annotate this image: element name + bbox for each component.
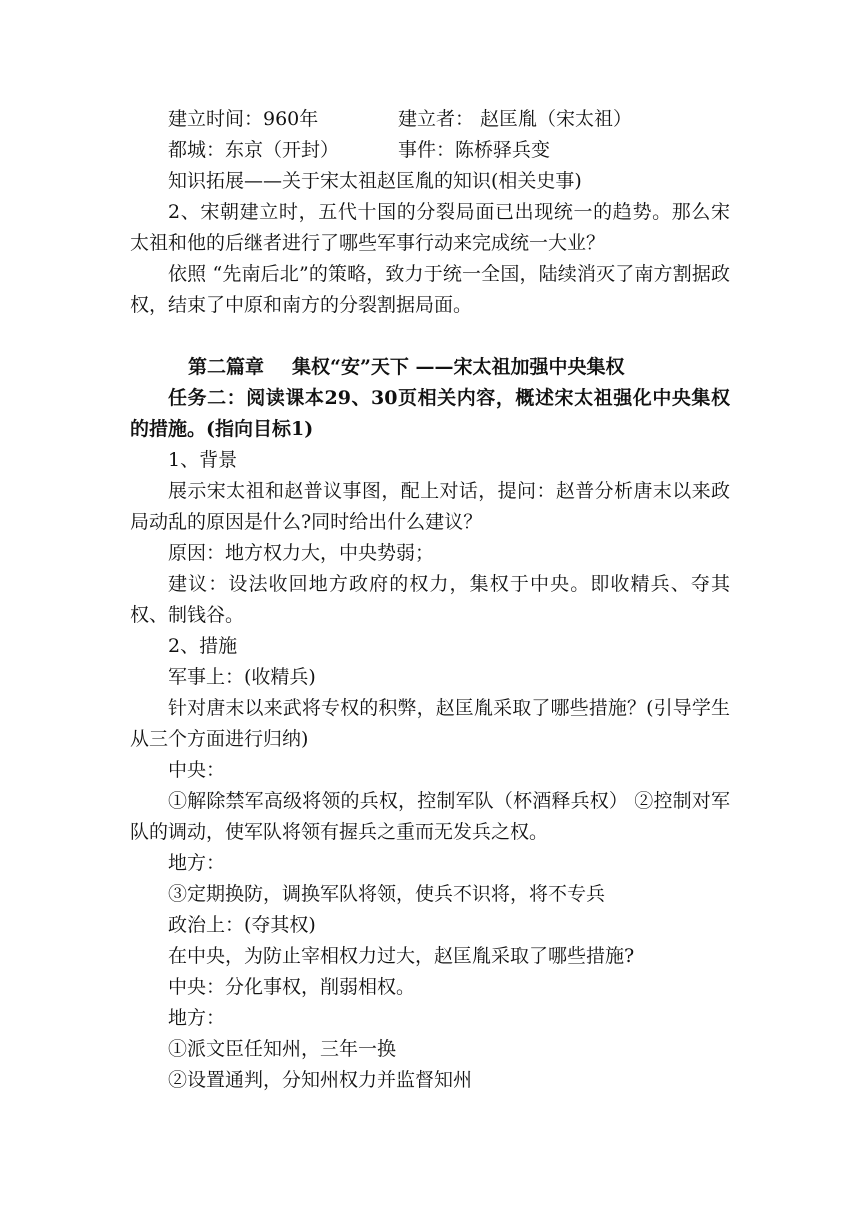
capital-event-row xyxy=(130,135,730,166)
central-measures-1: ①解除禁军高级将领的兵权，控制军队（杯酒释兵权） ②控制对军队的调动，使军队将领有握兵之重而无发兵之权。 xyxy=(130,790,730,843)
spacer xyxy=(130,321,730,352)
central-label-1: 中央： xyxy=(168,759,226,781)
military-heading: 军事上：(收精兵) xyxy=(168,666,316,688)
founder: 建立者： 赵匡胤（宋太祖） xyxy=(398,108,633,130)
chapter-label: 第二篇章 xyxy=(188,356,265,378)
chapter-heading xyxy=(130,352,730,383)
chapter-title: 集权“安”天下 ——宋太祖加强中央集权 xyxy=(292,356,625,378)
background-text: 展示宋太祖和赵普议事图，配上对话，提问：赵普分析唐末以来政局动乱的原因是什么?同时给出什么建议？ xyxy=(130,480,730,533)
local-label-1: 地方： xyxy=(168,852,226,874)
event: 事件：陈桥驿兵变 xyxy=(398,139,551,161)
founding-info-row xyxy=(130,104,730,135)
background-heading: 1、背景 xyxy=(168,449,238,471)
task-2: 任务二：阅读课本29、30页相关内容，概述宋太祖强化中央集权的措施。(指向目标1) xyxy=(130,387,730,440)
local-measure-2-1: ①派文臣任知州，三年一换 xyxy=(168,1038,397,1060)
document-body xyxy=(130,104,730,1096)
measures-heading: 2、措施 xyxy=(168,635,238,657)
question-2: 2、宋朝建立时，五代十国的分裂局面已出现统一的趋势。那么宋太祖和他的后继者进行了哪些军事行动来完成统一大业？ xyxy=(130,201,730,254)
founded-time: 建立时间：960年 xyxy=(168,108,319,130)
local-label-2: 地方： xyxy=(168,1007,226,1029)
suggestion: 建议：设法收回地方政府的权力，集权于中央。即收精兵、夺其权、制钱谷。 xyxy=(130,573,730,626)
politics-heading: 政治上：(夺其权) xyxy=(168,914,316,936)
reason: 原因：地方权力大，中央势弱； xyxy=(168,542,435,564)
knowledge-extension: 知识拓展——关于宋太祖赵匡胤的知识(相关史事) xyxy=(168,170,582,192)
local-measure-2-2: ②设置通判，分知州权力并监督知州 xyxy=(168,1069,473,1091)
politics-question: 在中央，为防止宰相权力过大，赵匡胤采取了哪些措施? xyxy=(168,945,635,967)
answer-2: 依照 “先南后北”的策略，致力于统一全国，陆续消灭了南方割据政权，结束了中原和南方的分裂割据局面。 xyxy=(130,263,730,316)
central-measures-2: 中央：分化事权，削弱相权。 xyxy=(168,976,416,998)
capital: 都城：东京（开封） xyxy=(168,139,340,161)
local-measures-1: ③定期换防，调换军队将领，使兵不识将，将不专兵 xyxy=(168,883,606,905)
military-question: 针对唐末以来武将专权的积弊，赵匡胤采取了哪些措施？(引导学生从三个方面进行归纳) xyxy=(130,697,730,750)
